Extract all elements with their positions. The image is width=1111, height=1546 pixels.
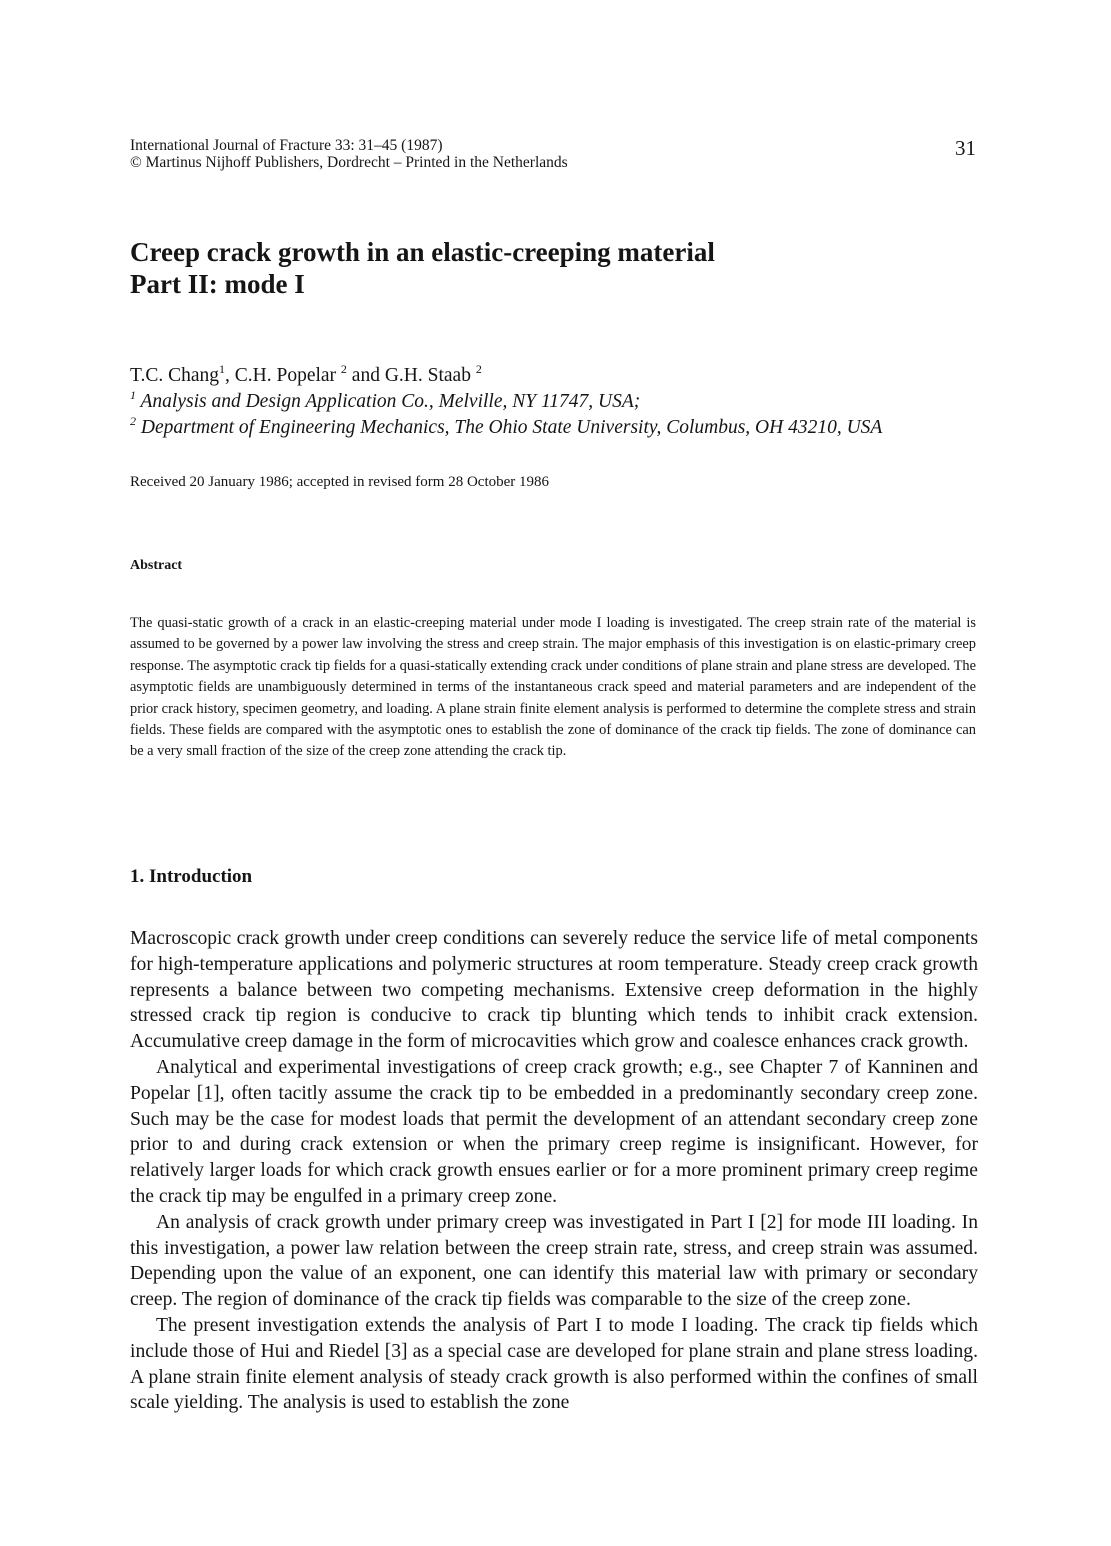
publisher-line: © Martinus Nijhoff Publishers, Dordrecht – Printed in the Netherlands	[130, 154, 568, 171]
section-heading: 1. Introduction	[130, 866, 253, 887]
affiliation-marker: 2	[340, 362, 347, 376]
author-name: , C.H. Popelar	[225, 365, 337, 386]
author-name: T.C. Chang	[130, 365, 220, 386]
author-name: and G.H. Staab	[346, 365, 471, 386]
journal-header	[130, 137, 568, 171]
page-number: 31	[955, 136, 976, 160]
abstract-text: The quasi-static growth of a crack in an elastic-creeping material under mode I loading is investigated. The creep strain rate of the material is assumed to be governed by a power law involving the stress and creep strain. The major emphasis of this investigation is on elastic-primary creep response. The asymptotic crack tip fields for a quasi-statically extending crack under conditions of plane strain and plane stress are developed. The asymptotic fields are unambiguously determined in terms of the instantaneous crack speed and material parameters and are independent of the prior crack history, specimen geometry, and loading. A plane strain finite element analysis is performed to determine the complete stress and strain fields. These fields are compared with the asymptotic ones to establish the zone of dominance of the crack tip fields. The zone of dominance can be a very small fraction of the size of the creep zone attending the crack tip.	[130, 615, 976, 760]
paragraph: An analysis of crack growth under primary creep was investigated in Part I [2] for mode III loading. In this investigation, a power law relation between the creep strain rate, stress, and creep strain was assumed. Depending upon the value of an exponent, one can identify this material law with primary or secondary creep. The region of dominance of the crack tip fields was comparable to the size of the creep zone.	[130, 1211, 978, 1311]
title-line-2: Part II: mode I	[130, 269, 305, 299]
affiliation-marker: 1	[130, 388, 136, 402]
journal-citation: International Journal of Fracture 33: 31–45 (1987)	[130, 137, 443, 154]
body-text	[130, 926, 978, 1416]
title-line-1: Creep crack growth in an elastic-creeping material	[130, 237, 715, 267]
author-block	[130, 363, 990, 441]
affiliation-text: Analysis and Design Application Co., Melville, NY 11747, USA;	[136, 391, 641, 412]
article-title	[130, 236, 980, 300]
affiliation-marker: 2	[475, 362, 482, 376]
received-dates: Received 20 January 1986; accepted in revised form 28 October 1986	[130, 474, 550, 490]
affiliation-marker: 2	[130, 414, 136, 428]
affiliation-marker: 1	[219, 362, 226, 376]
abstract-heading: Abstract	[130, 558, 183, 573]
paragraph: Macroscopic crack growth under creep conditions can severely reduce the service life of metal components for high-temperature applications and polymeric structures at room temperature. Steady creep crack growth represents a balance between two competing mechanisms. Extensive creep deformation in the highly stressed crack tip region is conducive to crack tip blunting which tends to inhibit crack extension. Accumulative creep damage in the form of microcavities which grow and coalesce enhances crack growth.	[130, 928, 978, 1053]
affiliation-1	[130, 389, 990, 415]
author-names	[130, 363, 990, 389]
affiliation-2	[130, 415, 990, 441]
affiliation-text: Department of Engineering Mechanics, The Ohio State University, Columbus, OH 43210, USA	[136, 417, 883, 438]
paragraph: Analytical and experimental investigations of creep crack growth; e.g., see Chapter 7 of Kanninen and Popelar [1], often tacitly assume the crack tip to be embedded in a predominantly secondary creep zone. Such may be the case for modest loads that permit the development of an attendant secondary creep zone prior to and during crack extension or when the primary creep regime is insignificant. However, for relatively larger loads for which crack growth ensues earlier or for a more prominent primary creep regime the crack tip may be engulfed in a primary creep zone.	[130, 1056, 978, 1207]
paragraph: The present investigation extends the analysis of Part I to mode I loading. The crack tip fields which include those of Hui and Riedel [3] as a special case are developed for plane strain and plane stress loading. A plane strain finite element analysis of steady crack growth is also performed within the confines of small scale yielding. The analysis is used to establish the zone	[130, 1314, 978, 1414]
